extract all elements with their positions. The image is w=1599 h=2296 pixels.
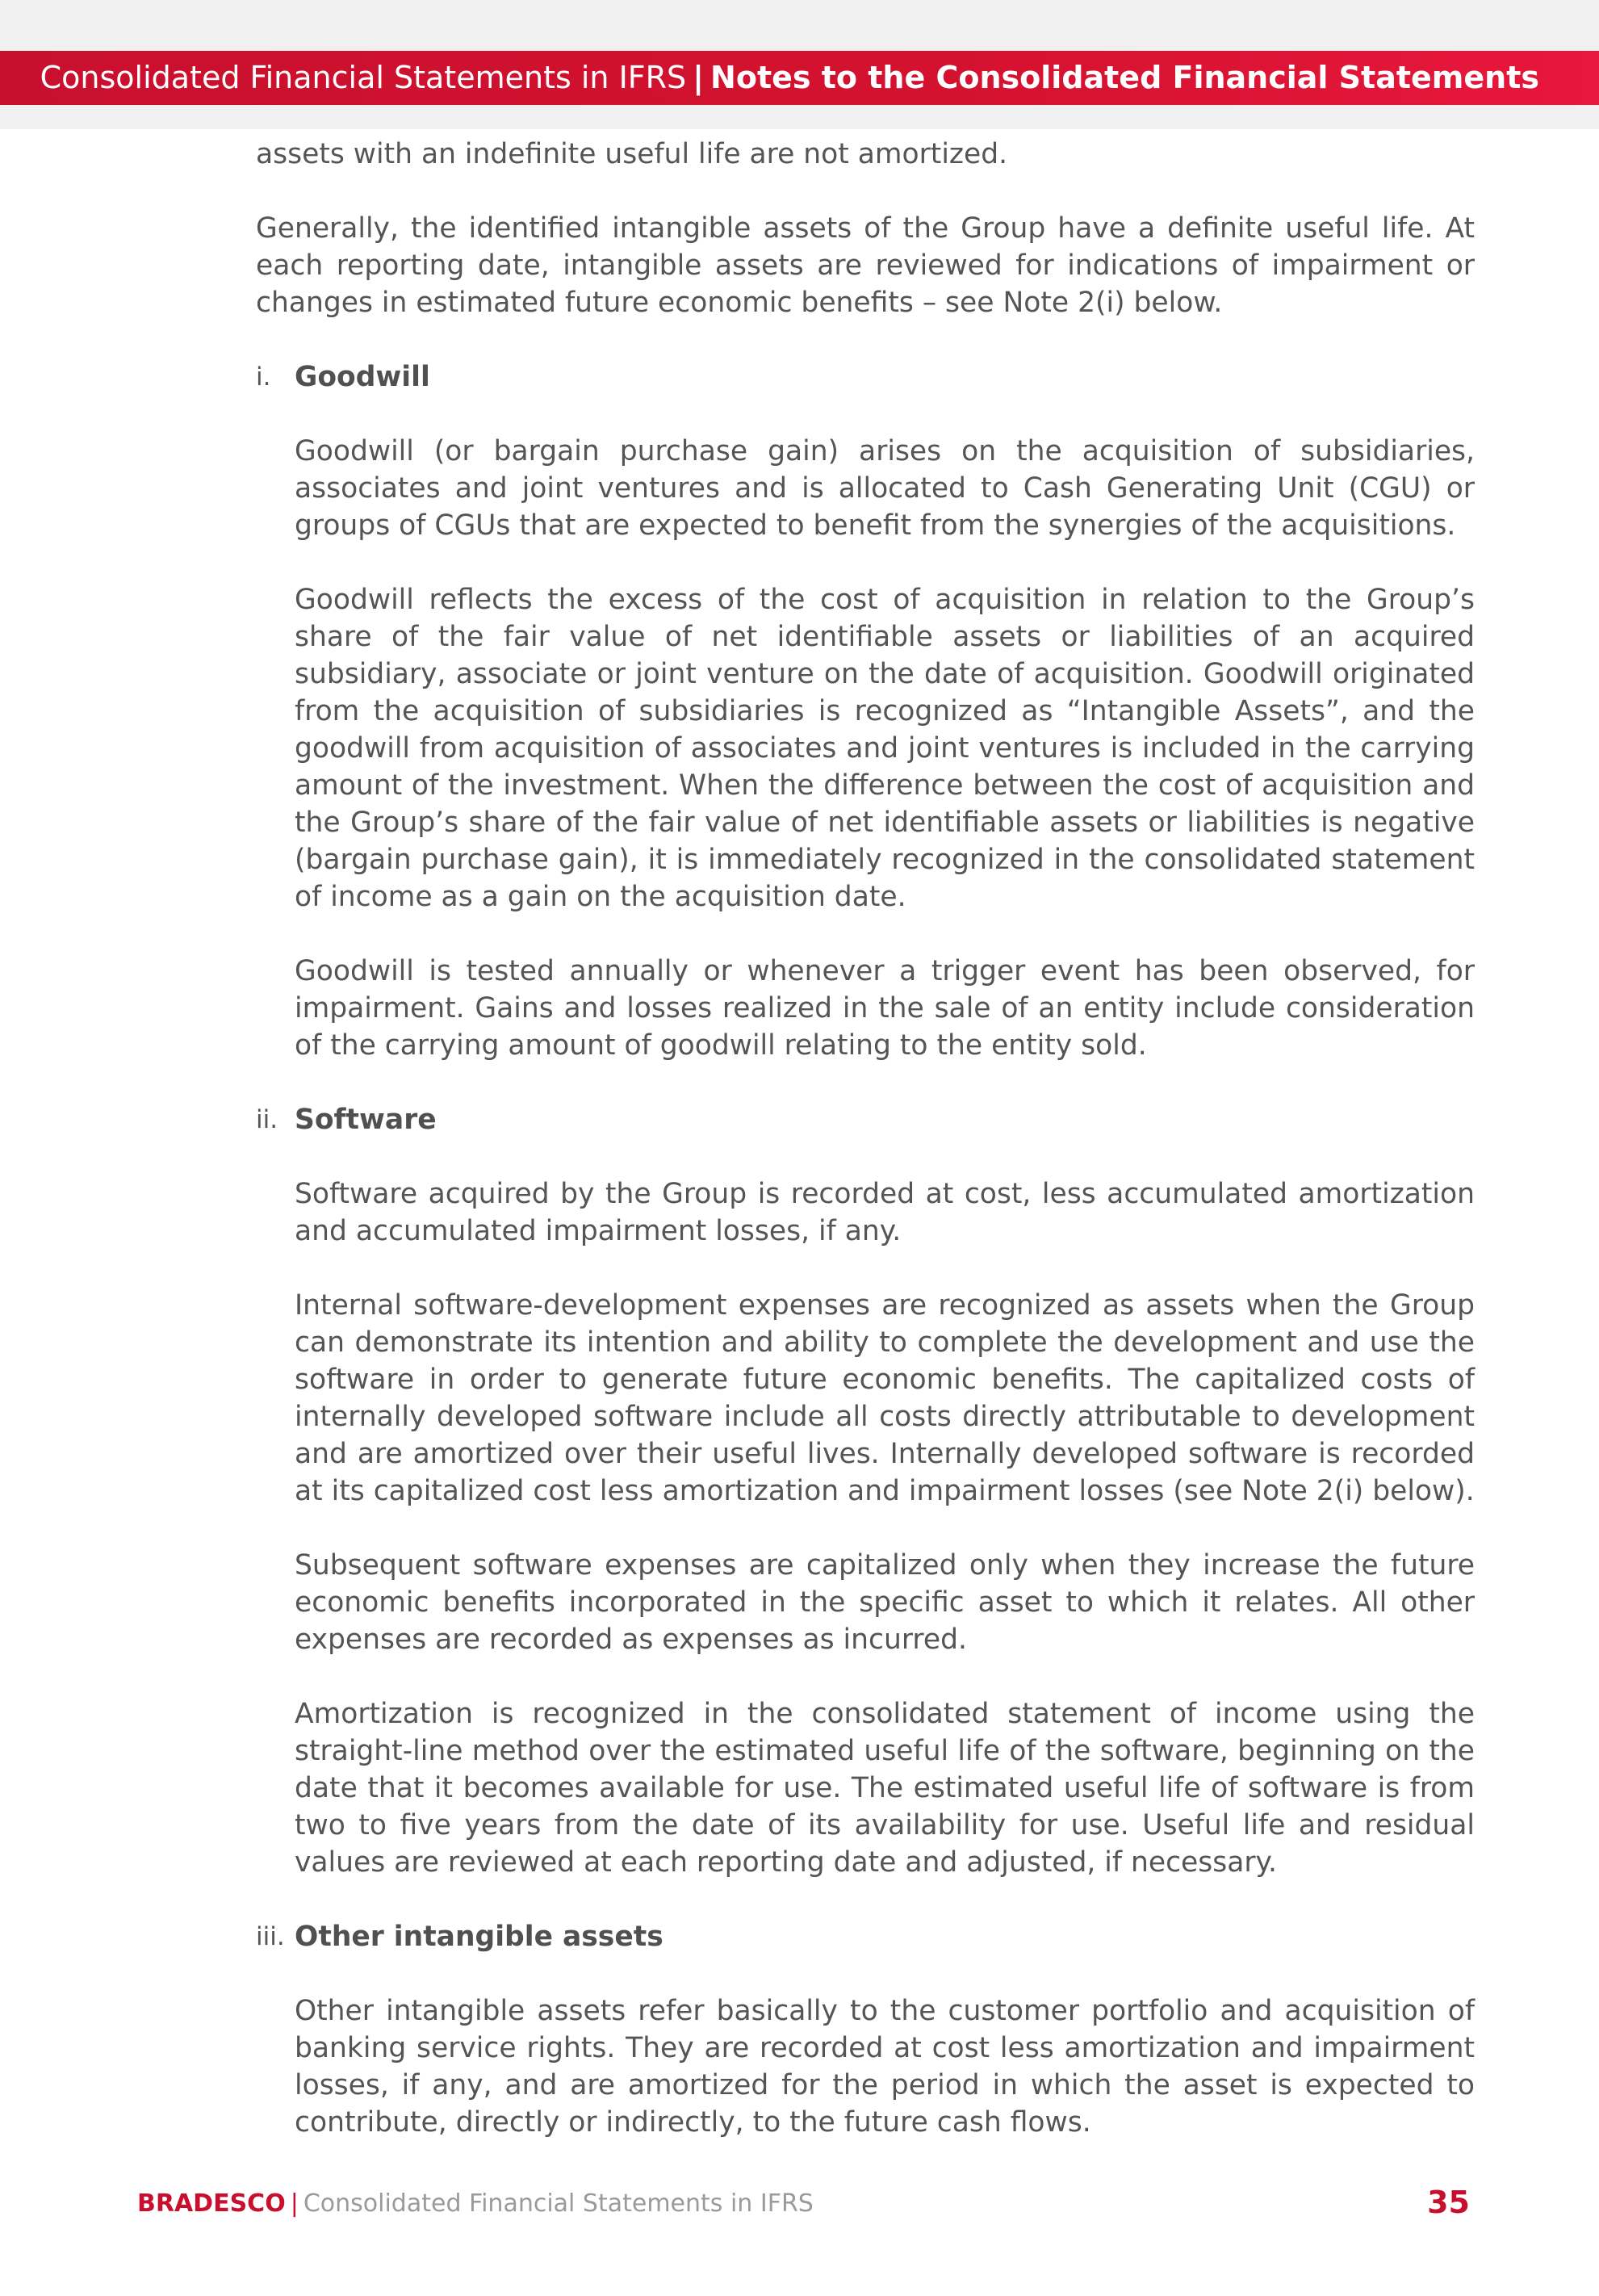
- paragraph: Internal software-development expenses are recognized as assets when the Group can demonstrate its intention and ability to complete the development and use the software in order to generate future economic benefits. The capitalized costs of internally developed software include all costs directly attributable to development and are amortized over their useful lives. Internally developed software is recorded at its capitalized cost less amortization and impairment losses (see Note 2(i) below).: [295, 1289, 1475, 1507]
- paragraph: Other intangible assets refer basically to the customer portfolio and acquisition of banking service rights. They are recorded at cost less amortization and impairment losses, if any, and are amortized for the period in which the asset is expected to contribute, directly or indirectly, to the future cash flows.: [295, 1995, 1475, 2139]
- footer-document-title: Consolidated Financial Statements in IFRS: [303, 2189, 814, 2218]
- section-body-goodwill: [256, 433, 1475, 1064]
- footer-separator: |: [290, 2189, 299, 2218]
- paragraph: Amortization is recognized in the consolidated statement of income using the straight-line method over the estimated useful life of the software, beginning on the date that it becomes available for use. The estimated useful life of software is from two to five years from the date of its availability for use. Useful life and residual values are reviewed at each reporting date and adjusted, if necessary.: [295, 1698, 1475, 1879]
- section-heading-other-intangible-assets: [256, 1918, 1475, 1955]
- section-number: ii.: [256, 1105, 278, 1134]
- paragraph: Subsequent software expenses are capitalized only when they increase the future economic benefits incorporated in the specific asset to which it relates. All other expenses are recorded as expenses as incurred.: [295, 1549, 1475, 1656]
- header-separator: |: [693, 60, 705, 95]
- section-number: i.: [256, 362, 271, 392]
- page-number: 35: [1427, 2185, 1470, 2220]
- header-bar: [0, 51, 1599, 105]
- section-title: Software: [295, 1104, 437, 1136]
- header-title: [40, 51, 1539, 105]
- footer-brand: BRADESCO: [137, 2189, 286, 2218]
- paragraph: Goodwill (or bargain purchase gain) arises on the acquisition of subsidiaries, associates and joint ventures and is allocated to Cash Generating Unit (CGU) or groups of CGUs that are expected to benefit from the synergies of the acquisitions.: [295, 435, 1475, 542]
- header-title-bold: Notes to the Consolidated Financial Statements: [710, 60, 1539, 95]
- section-heading-software: [256, 1101, 1475, 1138]
- section-title: Other intangible assets: [295, 1921, 663, 1953]
- section-body-other-intangible-assets: [256, 1992, 1475, 2141]
- page-body: [256, 136, 1475, 2141]
- footer: [137, 2188, 814, 2220]
- section-title: Goodwill: [295, 361, 430, 393]
- section-heading-goodwill: [256, 358, 1475, 396]
- intro-continuation: assets with an indefinite useful life are not amortized.: [256, 138, 1008, 170]
- section-number: iii.: [256, 1922, 285, 1951]
- intro-paragraph: Generally, the identified intangible assets of the Group have a definite useful life. At each reporting date, intangible assets are reviewed for indications of impairment or changes in estimated future economic benefits – see Note 2(i) below.: [256, 212, 1475, 319]
- paragraph: Software acquired by the Group is recorded at cost, less accumulated amortization and accumulated impairment losses, if any.: [295, 1178, 1475, 1247]
- section-body-software: [256, 1175, 1475, 1881]
- paragraph: Goodwill reflects the excess of the cost of acquisition in relation to the Group’s share of the fair value of net identifiable assets or liabilities of an acquired subsidiary, associate or joint venture on the date of acquisition. Goodwill originated from the acquisition of subsidiaries is recognized as “Intangible Assets”, and the goodwill from acquisition of associates and joint ventures is included in the carrying amount of the investment. When the difference between the cost of acquisition and the Group’s share of the fair value of net identifiable assets or liabilities is negative (bargain purchase gain), it is immediately recognized in the consolidated statement of income as a gain on the acquisition date.: [295, 584, 1475, 913]
- header-title-light: Consolidated Financial Statements in IFRS: [40, 60, 687, 95]
- paragraph: Goodwill is tested annually or whenever a trigger event has been observed, for impairment. Gains and losses realized in the sale of an entity include consideration of the carrying amount of goodwill relating to the entity sold.: [295, 955, 1475, 1062]
